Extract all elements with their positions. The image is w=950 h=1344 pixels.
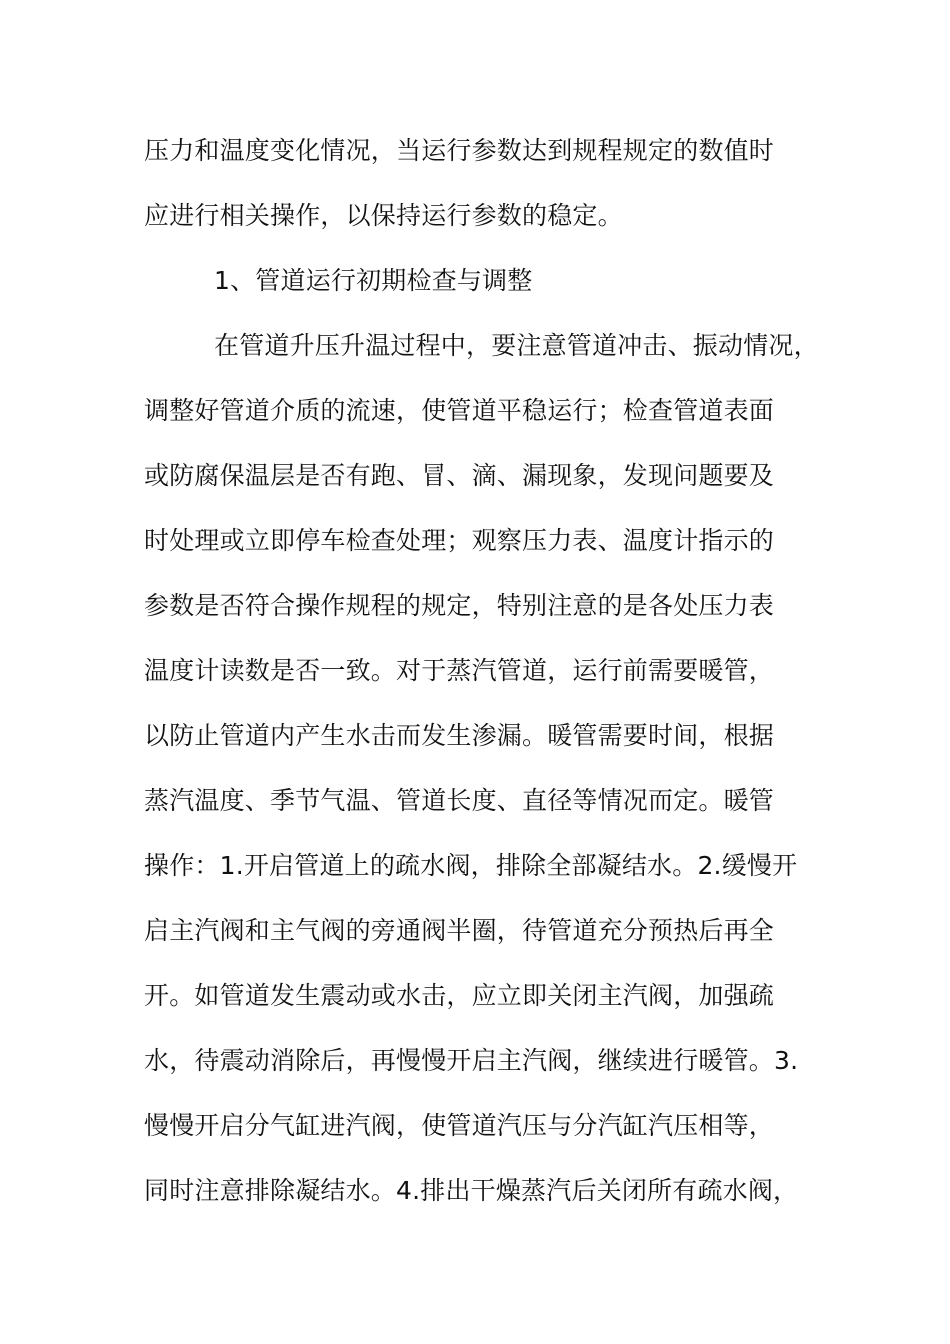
text-line: 应进行相关操作，以保持运行参数的稳定。 <box>144 201 623 230</box>
text-line: 温度计读数是否一致。对于蒸汽管道，运行前需要暖管， <box>144 656 775 685</box>
text-line: 或防腐保温层是否有跑、冒、滴、漏现象，发现问题要及 <box>144 461 775 490</box>
section-heading: 1、管道运行初期检查与调整 <box>214 266 533 295</box>
text-line: 慢慢开启分气缸进汽阀，使管道汽压与分汽缸汽压相等， <box>144 1111 775 1140</box>
text-line: 压力和温度变化情况，当运行参数达到规程规定的数值时 <box>144 136 775 165</box>
text-line: 操作：1.开启管道上的疏水阀，排除全部凝结水。2.缓慢开 <box>144 851 798 880</box>
text-line: 参数是否符合操作规程的规定，特别注意的是各处压力表 <box>144 591 775 620</box>
paragraph-first-line: 在管道升压升温过程中，要注意管道冲击、振动情况， <box>214 331 819 360</box>
text-line: 启主汽阀和主气阀的旁通阀半圈，待管道充分预热后再全 <box>144 916 775 945</box>
text-line: 水，待震动消除后，再慢慢开启主汽阀，继续进行暖管。3. <box>144 1046 799 1075</box>
text-line: 时处理或立即停车检查处理；观察压力表、温度计指示的 <box>144 526 775 555</box>
text-line: 以防止管道内产生水击而发生渗漏。暖管需要时间，根据 <box>144 721 775 750</box>
text-line: 调整好管道介质的流速，使管道平稳运行；检查管道表面 <box>144 396 775 425</box>
text-line: 蒸汽温度、季节气温、管道长度、直径等情况而定。暖管 <box>144 786 775 815</box>
body-text <box>144 118 844 1223</box>
text-line: 同时注意排除凝结水。4.排出干燥蒸汽后关闭所有疏水阀， <box>144 1176 799 1205</box>
text-line: 开。如管道发生震动或水击，应立即关闭主汽阀，加强疏 <box>144 981 775 1010</box>
